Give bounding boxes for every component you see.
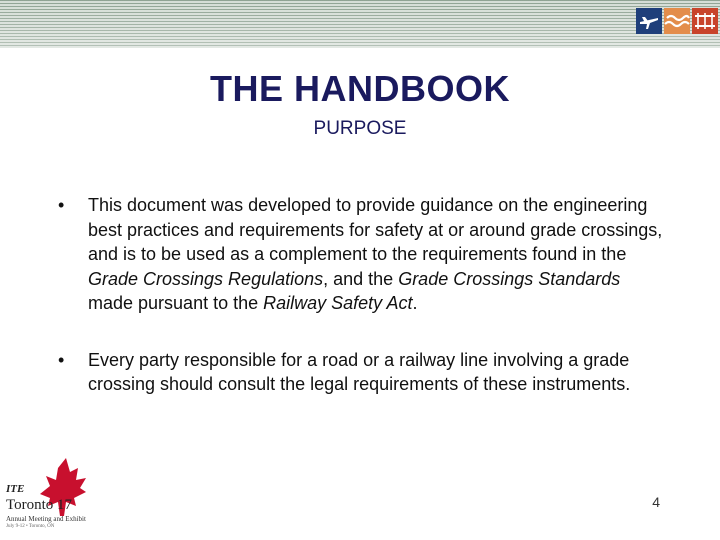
act-name: Railway Safety Act [263, 293, 413, 313]
transport-mode-icons [636, 8, 718, 36]
slide-subtitle: PURPOSE [313, 118, 407, 139]
bullet-item [58, 348, 668, 397]
air-transport-icon [636, 8, 662, 34]
regulation-name: Grade Crossings Regulations [88, 268, 324, 289]
header-band-fade [0, 0, 720, 48]
slide-title: THE HANDBOOK [210, 68, 510, 109]
bullet-text: Every party responsible for a road or a railway line involving a grade crossing should consult the legal requirements of these instruments. [88, 349, 631, 394]
page-number: 4 [652, 494, 660, 510]
bullet-text-part: made pursuant to the [88, 293, 264, 313]
bullet-marker: • [58, 195, 65, 215]
logo-dates: July 9-12 • Toronto, ON [6, 524, 55, 529]
standards-name: Grade Crossings Standards [398, 268, 621, 289]
bullet-item [58, 193, 668, 316]
water-transport-icon [664, 8, 690, 34]
bullet-marker: • [58, 349, 65, 370]
bullet-text-part: This document was developed to provide guidance on the engineering best practices and requirements for safety at or around grade crossings, and is to be used as a complement to the requirements found in the [88, 195, 663, 264]
bullet-text-part: . [412, 293, 418, 313]
bullet-list [58, 193, 668, 397]
rail-transport-icon [692, 8, 718, 34]
bullet-text [88, 193, 668, 316]
logo-city: Toronto 17 [6, 497, 73, 513]
bullet-text-part: , and the [323, 268, 399, 289]
logo-event: Annual Meeting and Exhibit [6, 515, 86, 523]
logo-brand: ITE [6, 483, 25, 495]
